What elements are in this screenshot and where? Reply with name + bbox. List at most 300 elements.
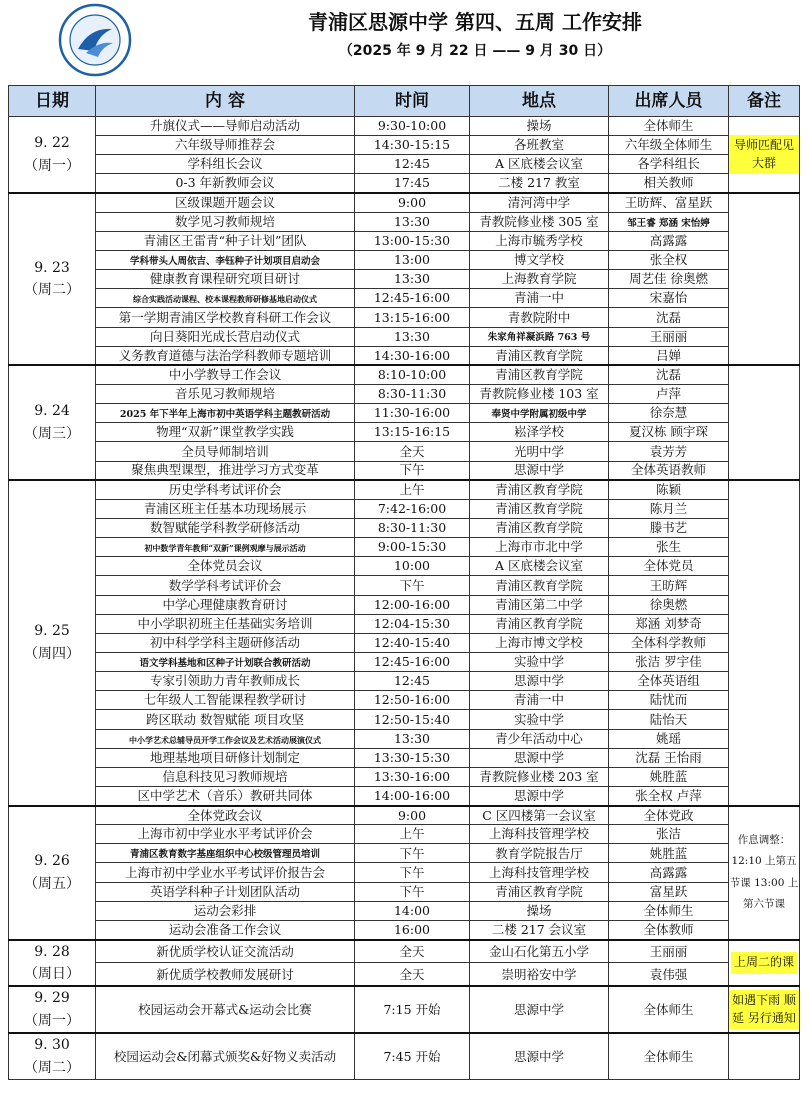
event-content-text: 全体党员会议: [187, 558, 263, 574]
note-cell: [729, 365, 800, 480]
note-text: 上周二的课: [731, 952, 797, 973]
event-time: [355, 174, 470, 193]
event-attendees-text: 王昉辉、富星跃: [624, 195, 713, 210]
event-content-text: 跨区联动 数智赋能 项目攻坚: [146, 711, 304, 727]
event-attendees: [609, 633, 729, 652]
event-content-text: 数学见习教师规培: [174, 213, 275, 229]
event-content: [96, 825, 355, 844]
event-content: [96, 212, 355, 231]
event-location-text: 青教院附中: [507, 309, 571, 325]
weekday-label: （周二）: [24, 1059, 80, 1076]
event-time-text: 13:00-15:30: [373, 233, 451, 249]
event-attendees: [609, 576, 729, 595]
event-content: [96, 652, 355, 671]
event-time: [355, 423, 470, 442]
event-content: [96, 155, 355, 174]
event-time: [355, 270, 470, 289]
event-attendees-text: 夏汉栋 顾宇琛: [629, 424, 708, 440]
event-location-text: 朱家角祥凝浜路 763 号: [487, 332, 591, 344]
event-content: [96, 538, 355, 557]
event-row: [9, 806, 800, 825]
event-attendees: [609, 327, 729, 346]
event-time-text: 上午: [399, 482, 425, 498]
event-location-text: 操场: [526, 118, 552, 134]
event-time: [355, 901, 470, 920]
event-row: [9, 767, 800, 786]
date-cell: [9, 117, 96, 194]
note-text: 作息调整：12:10 上第五节课 13:00 上第六节课: [729, 833, 799, 911]
event-attendees-text: 王昉辉: [649, 577, 688, 593]
event-time: [355, 748, 470, 767]
event-time-text: 13:30: [393, 271, 431, 287]
event-location: [470, 576, 609, 595]
event-location: [470, 633, 609, 652]
event-attendees: [609, 384, 729, 403]
event-row: [9, 1033, 800, 1079]
event-row: [9, 986, 800, 1033]
event-location: [470, 901, 609, 920]
event-time: [355, 346, 470, 365]
event-time-text: 7:45 开始: [383, 1048, 441, 1064]
event-content: [96, 384, 355, 403]
event-row: [9, 117, 800, 136]
event-location: [470, 652, 609, 671]
event-attendees-text: 宋嘉怡: [649, 290, 688, 306]
event-location-text: 思源中学: [513, 749, 564, 765]
event-time-text: 8:30-11:30: [377, 520, 447, 536]
event-attendees-text: 徐奈慧: [649, 405, 688, 421]
event-content: [96, 461, 355, 480]
column-header-attendees: 出席人员: [609, 86, 729, 117]
event-time: [355, 231, 470, 250]
event-attendees-text: 张生: [655, 539, 681, 555]
weekday-label: （周三）: [24, 425, 80, 442]
event-time: [355, 1033, 470, 1079]
event-time: [355, 155, 470, 174]
event-content-text: 语文学科基地和区种子计划联合教研活动: [139, 657, 311, 669]
event-row: [9, 270, 800, 289]
event-content: [96, 920, 355, 939]
column-header-content: 内 容: [96, 86, 355, 117]
event-location-text: 青浦区教育学院: [495, 501, 583, 516]
event-attendees: [609, 825, 729, 844]
event-time-text: 下午: [399, 845, 425, 861]
event-row: [9, 863, 800, 882]
event-location-text: 思源中学: [513, 673, 564, 689]
event-attendees-text: 高露露: [649, 233, 688, 249]
date-range: （2025 年 9 月 22 日 —— 9 月 30 日）: [338, 43, 612, 59]
event-row: [9, 652, 800, 671]
event-content-text: 聚焦典型课型，推进学习方式变革: [131, 462, 319, 478]
event-attendees: [609, 786, 729, 805]
schedule-table: [8, 85, 800, 1080]
event-content: [96, 806, 355, 825]
event-location-text: 光明中学: [513, 443, 564, 459]
event-content-text: 全体党政会议: [187, 807, 263, 823]
event-row: [9, 633, 800, 652]
event-location: [470, 614, 609, 633]
event-location: [470, 250, 609, 269]
event-attendees-text: 富星跃: [649, 883, 688, 899]
event-content-text: 数智赋能学科教学研修活动: [149, 520, 300, 536]
event-location-text: 思源中学: [513, 462, 564, 478]
event-location: [470, 518, 609, 537]
event-row: [9, 557, 800, 576]
event-time-text: 10:00: [393, 558, 431, 574]
event-content: [96, 963, 355, 986]
date-cell: [9, 986, 96, 1033]
event-content-text: 六年级导师推荐会: [174, 137, 275, 153]
event-location: [470, 480, 609, 499]
event-attendees: [609, 404, 729, 423]
event-attendees: [609, 863, 729, 882]
event-row: [9, 461, 800, 480]
note-cell: [729, 940, 800, 987]
event-content: [96, 327, 355, 346]
event-time-text: 8:30-11:30: [377, 386, 447, 402]
event-location: [470, 940, 609, 963]
event-attendees: [609, 940, 729, 963]
date-label: 9. 23: [34, 259, 70, 276]
event-time-text: 13:30: [393, 328, 431, 344]
event-location: [470, 289, 609, 308]
event-attendees-text: 全体教师: [643, 921, 694, 937]
date-label: 9. 26: [34, 853, 70, 870]
event-time-text: 13:15-16:15: [373, 424, 451, 440]
event-content: [96, 710, 355, 729]
event-time: [355, 672, 470, 691]
event-location-text: 思源中学: [513, 787, 564, 803]
event-location: [470, 174, 609, 193]
event-time: [355, 557, 470, 576]
event-location-text: 上海科技管理学校: [488, 864, 589, 880]
event-location: [470, 404, 609, 423]
event-attendees-text: 沈磊 王怡雨: [635, 749, 702, 765]
event-location-text: 崇明裕安中学: [501, 966, 577, 982]
event-content: [96, 614, 355, 633]
event-time: [355, 404, 470, 423]
event-time: [355, 633, 470, 652]
date-label: 9. 24: [34, 403, 70, 420]
event-location-text: 青浦区第二中学: [495, 596, 583, 612]
event-row: [9, 691, 800, 710]
event-time-text: 9:00: [397, 195, 427, 210]
event-attendees-text: 吕婵: [655, 347, 681, 363]
event-location-text: 青浦区教育学院: [495, 577, 583, 593]
weekday-label: （周日）: [24, 965, 80, 982]
event-content-text: 运动会准备工作会议: [168, 921, 282, 937]
event-content: [96, 901, 355, 920]
event-location-text: 青浦一中: [513, 692, 564, 708]
event-time-text: 下午: [399, 462, 425, 478]
event-time-text: 8:10-10:00: [377, 367, 447, 383]
event-content: [96, 691, 355, 710]
event-location: [470, 595, 609, 614]
date-label: 9. 25: [34, 623, 70, 640]
date-label: 9. 22: [34, 135, 70, 152]
event-content: [96, 882, 355, 901]
event-location-text: 思源中学: [513, 1048, 564, 1064]
event-location: [470, 423, 609, 442]
event-time: [355, 986, 470, 1033]
event-location: [470, 825, 609, 844]
event-content: [96, 557, 355, 576]
event-time-text: 12:45: [393, 673, 431, 689]
event-attendees-text: 陆怡天: [649, 711, 688, 727]
event-row: [9, 920, 800, 939]
event-attendees: [609, 250, 729, 269]
event-time-text: 16:00: [393, 921, 431, 937]
event-content-text: 学科带头人周依吉、李钰种子计划项目启动会: [129, 255, 320, 267]
event-time: [355, 825, 470, 844]
event-row: [9, 499, 800, 518]
event-content-text: 上海市初中学业水平考试评价报告会: [124, 864, 325, 880]
event-attendees: [609, 729, 729, 748]
event-location-text: 操场: [526, 902, 552, 918]
event-location-text: 青浦区教育学院: [495, 883, 583, 899]
note-text: 如遇下雨 顺延 另行通知: [729, 990, 799, 1029]
event-time: [355, 882, 470, 901]
event-time: [355, 212, 470, 231]
event-location: [470, 767, 609, 786]
event-row: [9, 231, 800, 250]
event-time: [355, 963, 470, 986]
event-location: [470, 986, 609, 1033]
event-time: [355, 576, 470, 595]
event-attendees: [609, 461, 729, 480]
event-location-text: 上海市市北中学: [495, 539, 583, 555]
event-attendees-text: 全体党政: [643, 807, 694, 823]
date-cell: [9, 806, 96, 940]
event-content: [96, 442, 355, 461]
event-location: [470, 920, 609, 939]
event-attendees: [609, 557, 729, 576]
event-location: [470, 327, 609, 346]
event-content-text: 英语学科种子计划团队活动: [149, 883, 300, 899]
event-row: [9, 729, 800, 748]
event-time: [355, 461, 470, 480]
event-time-text: 9:30-10:00: [377, 118, 447, 134]
event-location: [470, 346, 609, 365]
event-time-text: 12:45: [393, 156, 431, 172]
event-content-text: 区级课题开题会议: [174, 195, 275, 210]
event-attendees: [609, 767, 729, 786]
event-content-text: 中小学艺术总辅导员开学工作会议及艺术活动展演仪式: [129, 734, 321, 745]
event-row: [9, 404, 800, 423]
event-attendees: [609, 442, 729, 461]
event-time-text: 上午: [399, 826, 425, 842]
event-time: [355, 518, 470, 537]
event-time: [355, 691, 470, 710]
event-time-text: 13:30-15:30: [373, 749, 451, 765]
event-content-text: 学科组长会议: [187, 156, 263, 172]
event-location-text: 上海教育学院: [501, 271, 577, 287]
event-time-text: 13:15-16:00: [373, 309, 451, 325]
event-content-text: 义务教育道德与法治学科教师专题培训: [118, 347, 332, 363]
event-location: [470, 384, 609, 403]
event-attendees-text: 陆忧而: [649, 692, 688, 708]
event-content-text: 运动会彩排: [193, 902, 257, 918]
event-location: [470, 557, 609, 576]
event-time: [355, 614, 470, 633]
event-time-text: 全天: [399, 966, 425, 982]
event-location: [470, 212, 609, 231]
date-cell: [9, 1033, 96, 1079]
event-time: [355, 308, 470, 327]
event-time: [355, 767, 470, 786]
event-attendees-text: 姚瑶: [655, 730, 681, 746]
event-location-text: 青浦区教育学院: [495, 367, 583, 383]
event-row: [9, 250, 800, 269]
event-location-text: 二楼 217 会议室: [491, 921, 587, 937]
event-content: [96, 117, 355, 136]
event-time-text: 17:45: [393, 175, 431, 191]
event-attendees-text: 全体英语教师: [630, 462, 706, 478]
event-location-text: 青浦区教育学院: [495, 520, 583, 536]
event-attendees: [609, 423, 729, 442]
date-cell: [9, 480, 96, 805]
event-row: [9, 710, 800, 729]
event-attendees: [609, 901, 729, 920]
event-attendees: [609, 346, 729, 365]
event-time-text: 12:00-16:00: [373, 596, 451, 612]
event-time-text: 全天: [399, 943, 425, 959]
event-attendees: [609, 155, 729, 174]
date-cell: [9, 365, 96, 480]
event-content: [96, 404, 355, 423]
event-content: [96, 672, 355, 691]
event-attendees: [609, 231, 729, 250]
event-location: [470, 155, 609, 174]
event-time-text: 12:50-16:00: [373, 692, 451, 708]
note-text: 导师匹配见大群: [729, 135, 799, 174]
event-row: [9, 308, 800, 327]
event-location: [470, 117, 609, 136]
event-content: [96, 231, 355, 250]
event-row: [9, 882, 800, 901]
event-location-text: 博文学校: [513, 252, 564, 268]
event-attendees-text: 全体师生: [643, 118, 694, 134]
event-attendees-text: 姚胜蓝: [649, 845, 688, 861]
note-cell: [729, 193, 800, 365]
event-attendees: [609, 289, 729, 308]
event-time: [355, 538, 470, 557]
event-time-text: 13:00: [393, 252, 431, 268]
school-logo: [58, 3, 132, 77]
event-location: [470, 1033, 609, 1079]
event-row: [9, 136, 800, 155]
event-attendees: [609, 270, 729, 289]
event-attendees: [609, 365, 729, 384]
note-cell: [729, 1033, 800, 1079]
event-time-text: 7:42-16:00: [377, 501, 447, 516]
event-time: [355, 844, 470, 863]
event-attendees-text: 陈月兰: [649, 501, 688, 516]
event-attendees-text: 高露露: [649, 864, 688, 880]
event-location-text: 各班教室: [513, 137, 564, 153]
event-time: [355, 499, 470, 518]
note-cell: [729, 806, 800, 940]
event-attendees: [609, 920, 729, 939]
event-time: [355, 327, 470, 346]
event-attendees: [609, 308, 729, 327]
event-location: [470, 786, 609, 805]
event-content-text: 区中学艺术（音乐）教研共同体: [137, 787, 313, 803]
event-content: [96, 576, 355, 595]
event-location-text: 奉贤中学附属初级中学: [491, 408, 587, 420]
event-time: [355, 920, 470, 939]
event-content-text: 中小学教导工作会议: [168, 367, 282, 383]
event-time-text: 14:30-16:00: [373, 347, 451, 363]
event-time: [355, 806, 470, 825]
event-location: [470, 691, 609, 710]
event-content: [96, 193, 355, 212]
event-content-text: 综合实践活动课程、校本课程教师研修基地启动仪式: [133, 294, 317, 305]
event-attendees-text: 张洁 罗宇佳: [635, 654, 702, 670]
event-location: [470, 231, 609, 250]
event-content: [96, 786, 355, 805]
event-attendees-text: 张全权: [649, 252, 688, 268]
event-attendees-text: 陈颖: [655, 482, 681, 498]
event-attendees-text: 全体师生: [643, 1001, 694, 1017]
event-location: [470, 729, 609, 748]
event-attendees: [609, 480, 729, 499]
event-content: [96, 518, 355, 537]
event-location-text: A 区底楼会议室: [494, 156, 583, 172]
event-content: [96, 986, 355, 1033]
event-location: [470, 461, 609, 480]
event-row: [9, 384, 800, 403]
event-content-text: 物理“双新”课堂教学实践: [156, 424, 294, 440]
event-location-text: C 区四楼第一会议室: [482, 807, 596, 823]
header-row: [9, 86, 800, 117]
event-location: [470, 710, 609, 729]
event-row: [9, 155, 800, 174]
event-row: [9, 442, 800, 461]
event-content-text: 新优质学校教师发展研讨: [156, 966, 294, 982]
event-location-text: 教育学院报告厅: [495, 845, 583, 861]
event-time-text: 12:50-15:40: [373, 711, 451, 727]
event-attendees-text: 全体党员: [643, 558, 694, 574]
weekday-label: （周一）: [24, 157, 80, 174]
event-attendees-text: 各学科组长: [637, 156, 700, 172]
event-attendees-text: 相关教师: [643, 175, 694, 191]
event-row: [9, 174, 800, 193]
event-content: [96, 499, 355, 518]
event-content-text: 专家引领助力青年教师成长: [149, 673, 300, 689]
event-content: [96, 595, 355, 614]
event-content: [96, 633, 355, 652]
event-time-text: 全天: [399, 443, 425, 459]
event-location: [470, 442, 609, 461]
event-time: [355, 480, 470, 499]
column-header-note: 备注: [729, 86, 800, 117]
event-time: [355, 710, 470, 729]
event-row: [9, 289, 800, 308]
event-row: [9, 825, 800, 844]
event-content: [96, 423, 355, 442]
event-content-text: 初中科学学科主题研修活动: [149, 634, 300, 650]
event-time: [355, 250, 470, 269]
event-location: [470, 136, 609, 155]
event-location: [470, 499, 609, 518]
event-attendees-text: 卢萍: [655, 386, 681, 402]
event-row: [9, 844, 800, 863]
event-time-text: 13:30: [393, 213, 431, 229]
event-time-text: 14:30-15:15: [373, 137, 451, 153]
event-location: [470, 365, 609, 384]
event-content-text: 青浦区教育数字基座组织中心校级管理员培训: [129, 849, 320, 861]
